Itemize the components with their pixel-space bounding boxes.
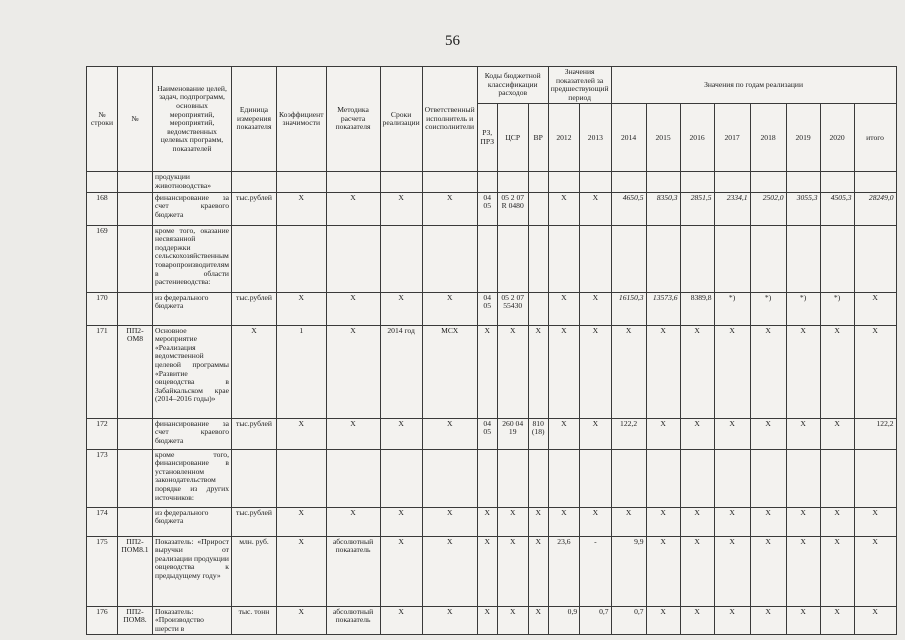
cell-responsible: Х xyxy=(422,606,477,635)
cell-total: Х xyxy=(854,292,896,325)
cell-2018: Х xyxy=(750,325,786,418)
header-name: Наименование целей, задач, подпрограмм, основных мероприятий, мероприятий, ведомственных целевых программ, показателей xyxy=(153,67,232,172)
cell-name: продукции животноводства» xyxy=(153,172,232,192)
cell-unit: тыс. тонн xyxy=(232,606,277,635)
cell-name: финансирование за счет краевого бюджета xyxy=(153,192,232,225)
cell-vr xyxy=(528,192,548,225)
table-row xyxy=(87,606,897,635)
cell-rz: 04 05 xyxy=(477,192,497,225)
cell-row-number: 175 xyxy=(87,536,118,606)
cell-2020: *) xyxy=(820,292,854,325)
cell-csr: 05 2 07 55430 xyxy=(497,292,528,325)
cell-name: финансирование за счет краевого бюджета xyxy=(153,418,232,449)
cell-2014: 122,2 xyxy=(611,418,646,449)
cell-total: Х xyxy=(854,325,896,418)
cell-2017: Х xyxy=(714,606,750,635)
cell-vr: Х xyxy=(528,325,548,418)
cell-responsible: Х xyxy=(422,507,477,536)
cell-2017: 2334,1 xyxy=(714,192,750,225)
cell-2015: Х xyxy=(646,507,680,536)
cell-2013: - xyxy=(580,536,611,606)
cell-method: абсолютный показатель xyxy=(326,536,380,606)
header-unit: Единица измерения показателя xyxy=(232,67,277,172)
cell-row-number: 168 xyxy=(87,192,118,225)
header-coef: Коэффициент значимости xyxy=(277,67,327,172)
cell-name: кроме того, оказание несвязанной поддержки сельскохозяйственным товаропроизводителям в области растениеводства: xyxy=(153,225,232,292)
cell-2020: 4505,3 xyxy=(820,192,854,225)
cell-2018: Х xyxy=(750,606,786,635)
header-year-2012: 2012 xyxy=(548,104,579,172)
cell-coef: Х xyxy=(277,192,327,225)
cell-2013: Х xyxy=(580,292,611,325)
cell-2012: Х xyxy=(548,325,579,418)
header-year-2015: 2015 xyxy=(646,104,680,172)
cell-unit: тыс.рублей xyxy=(232,507,277,536)
cell-name: Показатель: «Производство шерсти в xyxy=(153,606,232,635)
cell-responsible: МСХ xyxy=(422,325,477,418)
header-year-2013: 2013 xyxy=(580,104,611,172)
cell-total: 122,2 xyxy=(854,418,896,449)
cell-2017: *) xyxy=(714,292,750,325)
cell-coef: Х xyxy=(277,606,327,635)
cell-row-number: 171 xyxy=(87,325,118,418)
cell-2020: Х xyxy=(820,325,854,418)
header-rz: РЗ, ПРЗ xyxy=(477,104,497,172)
cell-2012: Х xyxy=(548,292,579,325)
cell-2018: Х xyxy=(750,418,786,449)
page-number: 56 xyxy=(445,33,460,49)
cell-csr: 05 2 07 R 0480 xyxy=(497,192,528,225)
cell-2013: Х xyxy=(580,418,611,449)
cell-method: Х xyxy=(326,507,380,536)
cell-csr: Х xyxy=(497,507,528,536)
cell-code: ПП2-ПОМ8.1 xyxy=(118,536,153,606)
cell-2013: Х xyxy=(580,192,611,225)
cell-2013: Х xyxy=(580,507,611,536)
cell-row-number: 169 xyxy=(87,225,118,292)
cell-terms: Х xyxy=(380,292,422,325)
indicators-table xyxy=(86,66,897,635)
cell-rz: 04 05 xyxy=(477,292,497,325)
cell-2014: Х xyxy=(611,507,646,536)
header-year-2016: 2016 xyxy=(680,104,714,172)
cell-name: кроме того, финансирование в установленном законодательством порядке из других источников: xyxy=(153,449,232,507)
cell-row-number: 176 xyxy=(87,606,118,635)
cell-2020: Х xyxy=(820,418,854,449)
cell-2014: 9,9 xyxy=(611,536,646,606)
cell-2019: Х xyxy=(786,536,820,606)
cell-vr: Х xyxy=(528,606,548,635)
cell-method: Х xyxy=(326,192,380,225)
header-method: Методика расчета показателя xyxy=(326,67,380,172)
cell-terms: Х xyxy=(380,606,422,635)
cell-row-number: 173 xyxy=(87,449,118,507)
cell-code: ПП2-ОМ8 xyxy=(118,325,153,418)
table-row xyxy=(87,225,897,292)
header-csr: ЦСР xyxy=(497,104,528,172)
header-total: итого xyxy=(854,104,896,172)
cell-2018: 2502,0 xyxy=(750,192,786,225)
cell-2020: Х xyxy=(820,536,854,606)
cell-unit: тыс.рублей xyxy=(232,418,277,449)
cell-2016: 8389,8 xyxy=(680,292,714,325)
table-row xyxy=(87,536,897,606)
cell-unit: тыс.рублей xyxy=(232,192,277,225)
cell-2013: Х xyxy=(580,325,611,418)
cell-2015: Х xyxy=(646,418,680,449)
cell-csr: Х xyxy=(497,606,528,635)
cell-method: Х xyxy=(326,325,380,418)
cell-rz: Х xyxy=(477,536,497,606)
cell-csr: Х xyxy=(497,536,528,606)
cell-2015: 8350,3 xyxy=(646,192,680,225)
cell-coef: 1 xyxy=(277,325,327,418)
header-vr: ВР xyxy=(528,104,548,172)
cell-2019: 3055,3 xyxy=(786,192,820,225)
cell-2016: 2851,5 xyxy=(680,192,714,225)
table-row xyxy=(87,418,897,449)
cell-2015: Х xyxy=(646,606,680,635)
cell-2012: Х xyxy=(548,507,579,536)
cell-2019: Х xyxy=(786,507,820,536)
header-terms: Сроки реализации xyxy=(380,67,422,172)
cell-row-number: 174 xyxy=(87,507,118,536)
cell-total: Х xyxy=(854,606,896,635)
cell-terms: Х xyxy=(380,507,422,536)
cell-method: Х xyxy=(326,292,380,325)
cell-2020: Х xyxy=(820,507,854,536)
cell-vr xyxy=(528,292,548,325)
cell-coef: Х xyxy=(277,507,327,536)
cell-name: Основное мероприятие «Реализация ведомственной целевой программы «Развитие овцеводства в Забайкальском крае (2014–2016 годы)» xyxy=(153,325,232,418)
table-row xyxy=(87,292,897,325)
cell-csr: Х xyxy=(497,325,528,418)
cell-2017: Х xyxy=(714,325,750,418)
cell-2017: Х xyxy=(714,536,750,606)
cell-2018: *) xyxy=(750,292,786,325)
cell-responsible: Х xyxy=(422,418,477,449)
cell-unit: Х xyxy=(232,325,277,418)
cell-2020: Х xyxy=(820,606,854,635)
cell-2016: Х xyxy=(680,418,714,449)
cell-row-number: 172 xyxy=(87,418,118,449)
cell-2014: 4650,5 xyxy=(611,192,646,225)
cell-terms: Х xyxy=(380,418,422,449)
cell-2015: Х xyxy=(646,325,680,418)
table-row xyxy=(87,449,897,507)
header-year-2019: 2019 xyxy=(786,104,820,172)
header-years-values: Значения по годам реализации xyxy=(611,67,896,104)
cell-rz: Х xyxy=(477,325,497,418)
cell-2017: Х xyxy=(714,507,750,536)
cell-2015: Х xyxy=(646,536,680,606)
header-row-number: № строки xyxy=(87,67,118,172)
cell-rz: Х xyxy=(477,507,497,536)
cell-2014: 0,7 xyxy=(611,606,646,635)
cell-2016: Х xyxy=(680,536,714,606)
header-year-2018: 2018 xyxy=(750,104,786,172)
header-year-2017: 2017 xyxy=(714,104,750,172)
cell-responsible: Х xyxy=(422,536,477,606)
cell-2016: Х xyxy=(680,606,714,635)
cell-responsible: Х xyxy=(422,292,477,325)
cell-method: абсолютный показатель xyxy=(326,606,380,635)
cell-method: Х xyxy=(326,418,380,449)
cell-csr: 260 04 19 xyxy=(497,418,528,449)
cell-2012: 0,9 xyxy=(548,606,579,635)
cell-2015: 13573,6 xyxy=(646,292,680,325)
cell-2012: 23,6 xyxy=(548,536,579,606)
table-row xyxy=(87,507,897,536)
cell-coef: Х xyxy=(277,292,327,325)
cell-name: из федерального бюджета xyxy=(153,292,232,325)
cell-vr: 810 (18) xyxy=(528,418,548,449)
cell-name: из федерального бюджета xyxy=(153,507,232,536)
cell-2018: Х xyxy=(750,507,786,536)
cell-row-number: 170 xyxy=(87,292,118,325)
cell-2019: Х xyxy=(786,606,820,635)
cell-coef: Х xyxy=(277,536,327,606)
cell-2016: Х xyxy=(680,325,714,418)
cell-coef: Х xyxy=(277,418,327,449)
cell-rz: 04 05 xyxy=(477,418,497,449)
cell-2012: Х xyxy=(548,192,579,225)
cell-unit: тыс.рублей xyxy=(232,292,277,325)
cell-2019: Х xyxy=(786,418,820,449)
cell-terms: Х xyxy=(380,536,422,606)
header-budget-codes: Коды бюджетной классификации расходов xyxy=(477,67,548,104)
table-row xyxy=(87,172,897,192)
cell-2019: Х xyxy=(786,325,820,418)
header-responsible: Ответственный исполнитель и соисполнители xyxy=(422,67,477,172)
cell-rz: Х xyxy=(477,606,497,635)
cell-vr: Х xyxy=(528,536,548,606)
table-row xyxy=(87,325,897,418)
cell-total: Х xyxy=(854,536,896,606)
cell-2019: *) xyxy=(786,292,820,325)
header-prev-values: Значения показателей за предшествующий период xyxy=(548,67,611,104)
cell-vr: Х xyxy=(528,507,548,536)
header-year-2014: 2014 xyxy=(611,104,646,172)
cell-terms: 2014 год xyxy=(380,325,422,418)
cell-2016: Х xyxy=(680,507,714,536)
cell-2018: Х xyxy=(750,536,786,606)
cell-terms: Х xyxy=(380,192,422,225)
cell-2014: 16150,3 xyxy=(611,292,646,325)
cell-2013: 0,7 xyxy=(580,606,611,635)
cell-2012: Х xyxy=(548,418,579,449)
cell-name: Показатель: «Прирост выручки от реализации продукции овцеводства к предыдущему году» xyxy=(153,536,232,606)
cell-total: Х xyxy=(854,507,896,536)
header-number: № xyxy=(118,67,153,172)
cell-2017: Х xyxy=(714,418,750,449)
cell-unit: млн. руб. xyxy=(232,536,277,606)
header-year-2020: 2020 xyxy=(820,104,854,172)
cell-responsible: Х xyxy=(422,192,477,225)
cell-2014: Х xyxy=(611,325,646,418)
cell-code: ПП2-ПОМ8. xyxy=(118,606,153,635)
cell-total: 28249,0 xyxy=(854,192,896,225)
table-row xyxy=(87,192,897,225)
